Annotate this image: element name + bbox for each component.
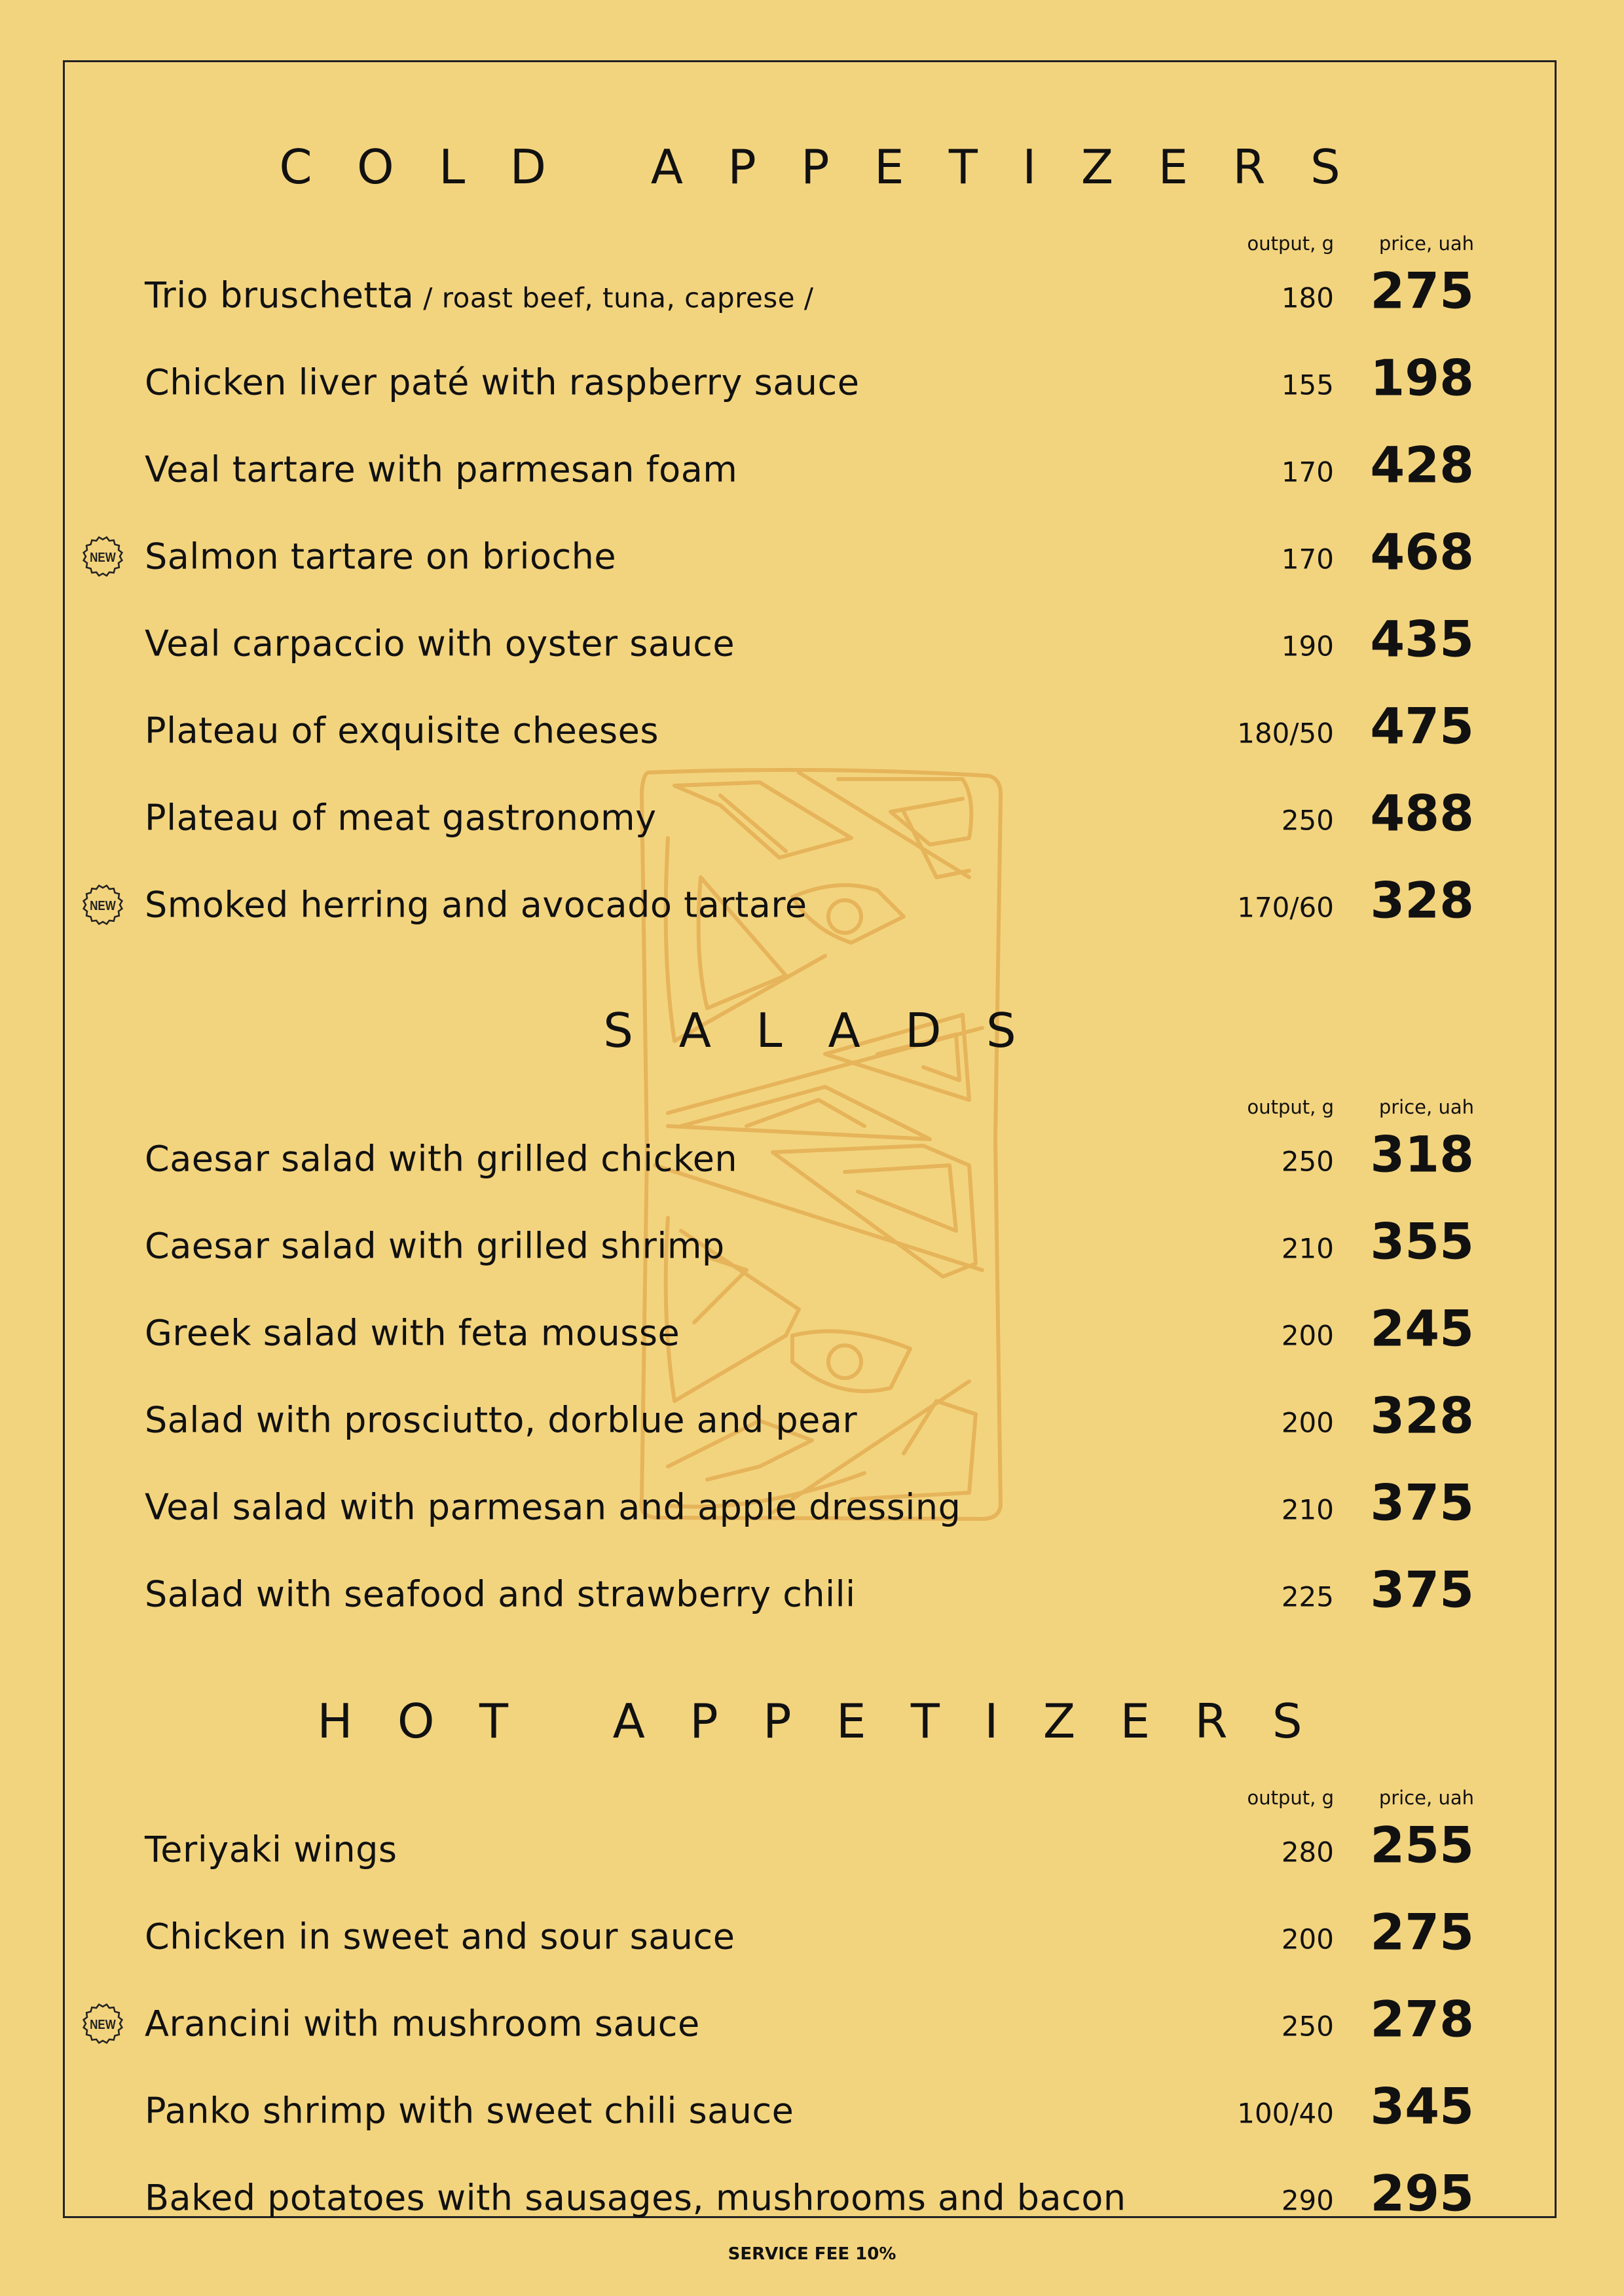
menu-item [63, 1377, 1557, 1464]
new-badge-icon [81, 535, 124, 578]
item-output: 170/60 [1237, 891, 1334, 924]
item-output: 190 [1281, 630, 1334, 663]
item-name [145, 536, 616, 577]
item-title: Teriyaki wings [145, 1829, 397, 1870]
item-name [145, 710, 659, 752]
price-column-header: price, uah [1378, 1095, 1474, 1118]
item-name [145, 1829, 397, 1870]
item-name [145, 1574, 856, 1615]
section-salads [63, 965, 1557, 1638]
menu-item [63, 1980, 1557, 2068]
new-badge-icon [81, 2002, 124, 2045]
item-title: Trio bruschetta [145, 274, 415, 316]
menu-item [63, 1551, 1557, 1638]
item-price: 275 [1370, 1903, 1474, 1961]
menu-item [63, 687, 1557, 774]
menu-item [63, 513, 1557, 600]
item-price: 278 [1370, 1990, 1474, 2049]
item-title: Chicken liver paté with raspberry sauce [145, 361, 860, 403]
item-price: 255 [1370, 1815, 1474, 1874]
item-price: 318 [1370, 1125, 1474, 1184]
item-name [145, 1226, 725, 1267]
item-title: Arancini with mushroom sauce [145, 2003, 700, 2045]
item-price: 275 [1370, 261, 1474, 320]
item-output: 180/50 [1237, 717, 1334, 750]
item-name [145, 2003, 700, 2045]
column-headers [63, 232, 1557, 255]
section-title: HOT APPETIZERS [317, 1693, 1347, 1749]
item-name [145, 1313, 680, 1354]
menu-item [63, 1893, 1557, 1980]
item-price: 328 [1370, 871, 1474, 930]
menu-item [63, 339, 1557, 426]
item-name [145, 623, 735, 665]
item-price: 295 [1370, 2164, 1474, 2223]
item-price: 428 [1370, 435, 1474, 494]
item-price: 198 [1370, 348, 1474, 407]
item-title: Veal tartare with parmesan foam [145, 448, 738, 490]
menu-item [63, 2068, 1557, 2155]
item-price: 468 [1370, 522, 1474, 581]
item-name [145, 1400, 857, 1441]
price-column-header: price, uah [1378, 232, 1474, 255]
item-name [145, 797, 657, 839]
item-output: 210 [1281, 1493, 1334, 1526]
output-column-header: output, g [1247, 1095, 1334, 1118]
output-column-header: output, g [1247, 1786, 1334, 1809]
menu-item [63, 252, 1557, 339]
item-name [145, 275, 814, 316]
item-output: 290 [1281, 2184, 1334, 2217]
item-output: 100/40 [1237, 2097, 1334, 2130]
item-price: 245 [1370, 1299, 1474, 1358]
menu-item [63, 774, 1557, 862]
item-output: 170 [1281, 543, 1334, 575]
item-price: 488 [1370, 784, 1474, 843]
item-name [145, 1139, 737, 1180]
menu-item [63, 426, 1557, 513]
item-price: 375 [1370, 1560, 1474, 1619]
item-title: Caesar salad with grilled chicken [145, 1138, 738, 1180]
item-title: Veal salad with parmesan and apple dressing [145, 1486, 961, 1528]
badge-label: NEW [90, 2016, 116, 2032]
menu-item [63, 862, 1557, 949]
section-title: SALADS [603, 1002, 1061, 1058]
item-title: Salad with prosciutto, dorblue and pear [145, 1399, 858, 1441]
item-name [145, 449, 737, 490]
menu-item [63, 1464, 1557, 1551]
item-price: 375 [1370, 1473, 1474, 1532]
item-price: 345 [1370, 2077, 1474, 2136]
item-output: 210 [1281, 1232, 1334, 1265]
price-column-header: price, uah [1378, 1786, 1474, 1809]
item-title: Panko shrimp with sweet chili sauce [145, 2090, 794, 2132]
item-title: Veal carpaccio with oyster sauce [145, 623, 735, 665]
item-output: 200 [1281, 1319, 1334, 1352]
item-name [145, 1916, 735, 1958]
section-hot-appetizers [63, 1656, 1557, 2242]
item-output: 250 [1281, 1145, 1334, 1178]
section-title: COLD APPETIZERS [279, 139, 1386, 194]
item-price: 435 [1370, 610, 1474, 668]
item-title: Plateau of meat gastronomy [145, 797, 657, 839]
column-headers [63, 1096, 1557, 1116]
menu-item [63, 1116, 1557, 1203]
item-price: 475 [1370, 697, 1474, 756]
item-output: 180 [1281, 282, 1334, 314]
item-output: 200 [1281, 1923, 1334, 1956]
item-name [145, 2090, 794, 2132]
menu-item [63, 1290, 1557, 1377]
item-title: Baked potatoes with sausages, mushrooms and bacon [145, 2177, 1126, 2219]
item-title: Greek salad with feta mousse [145, 1312, 680, 1354]
new-badge-icon [81, 883, 124, 926]
column-headers [63, 1786, 1557, 1809]
item-title: Chicken in sweet and sour sauce [145, 1916, 735, 1958]
menu-item [63, 600, 1557, 687]
item-title: Salmon tartare on brioche [145, 536, 617, 577]
output-column-header: output, g [1247, 232, 1334, 255]
service-fee-note: SERVICE FEE 10% [728, 2244, 896, 2264]
item-output: 155 [1281, 369, 1334, 401]
item-output: 200 [1281, 1406, 1334, 1439]
item-title: Salad with seafood and strawberry chili [145, 1573, 856, 1615]
item-output: 280 [1281, 1836, 1334, 1868]
menu-item [63, 1203, 1557, 1290]
item-name [145, 884, 807, 926]
item-name [145, 362, 859, 403]
section-cold-appetizers [63, 101, 1557, 949]
item-output: 250 [1281, 2010, 1334, 2043]
item-output: 225 [1281, 1580, 1334, 1613]
menu-item [63, 2155, 1557, 2242]
item-name [145, 1487, 961, 1528]
item-title: Plateau of exquisite cheeses [145, 710, 659, 752]
item-output: 170 [1281, 456, 1334, 488]
item-output: 250 [1281, 804, 1334, 837]
item-price: 328 [1370, 1386, 1474, 1445]
badge-label: NEW [90, 549, 116, 565]
item-title: Smoked herring and avocado tartare [145, 884, 807, 926]
item-note: / roast beef, tuna, caprese / [414, 282, 814, 314]
badge-label: NEW [90, 898, 116, 913]
item-name [145, 2178, 1126, 2219]
item-title: Caesar salad with grilled shrimp [145, 1225, 725, 1267]
menu-item [63, 1806, 1557, 1893]
item-price: 355 [1370, 1212, 1474, 1271]
